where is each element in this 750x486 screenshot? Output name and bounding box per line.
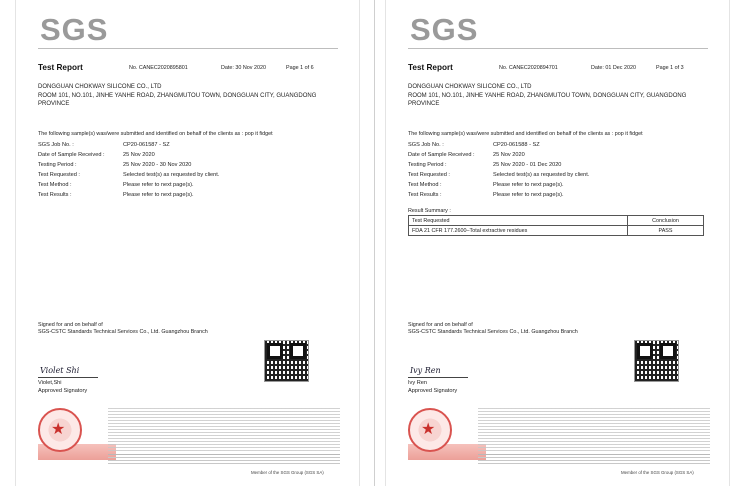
info-label: Test Requested : [38, 172, 80, 178]
report-number: No. CANEC2020894701 [499, 65, 558, 71]
page-divider [374, 0, 375, 486]
handwritten-signature: Violet Shi [40, 366, 80, 375]
seal-icon [38, 408, 82, 452]
signature-rule [408, 377, 468, 378]
footer-address [478, 457, 710, 465]
info-value: 25 Nov 2020 [493, 152, 525, 158]
logo-rule [38, 48, 338, 49]
result-summary-title: Result Summary : [408, 208, 451, 214]
info-label: SGS Job No. : [408, 142, 444, 148]
info-value: Please refer to next page(s). [123, 182, 194, 188]
report-date: Date: 30 Nov 2020 [221, 65, 266, 71]
client-name: DONGGUAN CHOKWAY SILICONE CO., LTD [38, 84, 162, 90]
page-number: Page 1 of 3 [656, 65, 684, 71]
client-address: ROOM 101, NO.101, JINHE YANHE ROAD, ZHANGMUTOU TOWN, DONGGUAN CITY, GUANGDONG PROVINCE [408, 92, 687, 107]
client-block [408, 83, 708, 109]
footer-member: Member of the SGS Group (SGS SA) [621, 470, 694, 475]
signer-name: Violet,Shi [38, 380, 62, 386]
footer-address [108, 457, 340, 465]
handwritten-signature: Ivy Ren [410, 366, 441, 375]
report-title: Test Report [38, 63, 83, 72]
footer-rule [108, 454, 340, 455]
table-header-row [409, 216, 704, 226]
info-label: Testing Period : [38, 162, 77, 168]
table-row [409, 226, 704, 236]
info-value: Please refer to next page(s). [493, 182, 564, 188]
info-label: Testing Period : [408, 162, 447, 168]
info-value: CP20-061587 - SZ [123, 142, 170, 148]
info-value: Please refer to next page(s). [123, 192, 194, 198]
table-header-test: Test Requested [409, 216, 628, 226]
info-label: Test Results : [38, 192, 72, 198]
info-label: Test Results : [408, 192, 442, 198]
info-label: Test Requested : [408, 172, 450, 178]
qr-code-icon [264, 340, 309, 382]
signed-line-1: Signed for and on behalf of [408, 322, 473, 328]
sample-submitted-text: The following sample(s) was/were submitted and identified on behalf of the clients as : pop it fidget [408, 131, 643, 137]
page-number: Page 1 of 6 [286, 65, 314, 71]
report-number: No. CANEC2020895801 [129, 65, 188, 71]
signature-rule [38, 377, 98, 378]
terms-fine-print [108, 408, 340, 453]
report-date: Date: 01 Dec 2020 [591, 65, 636, 71]
client-name: DONGGUAN CHOKWAY SILICONE CO., LTD [408, 84, 532, 90]
info-label: Date of Sample Received : [38, 152, 105, 158]
footer-rule [478, 454, 710, 455]
star-icon: ★ [421, 421, 436, 438]
signer-block [38, 380, 87, 395]
table-cell-test: FDA 21 CFR 177.2600–Total extractive residues [409, 226, 628, 236]
qr-code-icon [634, 340, 679, 382]
sgs-logo: SGS [40, 12, 109, 47]
info-label: Test Method : [408, 182, 442, 188]
info-value: Selected test(s) as requested by client. [493, 172, 590, 178]
info-value: 25 Nov 2020 [123, 152, 155, 158]
report-page-right [385, 0, 730, 486]
report-page-left [15, 0, 360, 486]
sgs-logo: SGS [410, 12, 479, 47]
signed-on-behalf [408, 322, 578, 336]
signer-title: Approved Signatory [408, 387, 458, 394]
signed-on-behalf [38, 322, 208, 336]
footer-member: Member of the SGS Group (SGS SA) [251, 470, 324, 475]
star-icon: ★ [51, 421, 66, 438]
report-title: Test Report [408, 63, 453, 72]
info-value: 25 Nov 2020 - 30 Nov 2020 [123, 162, 192, 168]
client-block [38, 83, 338, 109]
terms-fine-print [478, 408, 710, 453]
info-label: Test Method : [38, 182, 72, 188]
info-value: CP20-061588 - SZ [493, 142, 540, 148]
table-cell-conclusion: PASS [628, 226, 704, 236]
result-summary-table [408, 215, 704, 236]
info-value: Selected test(s) as requested by client. [123, 172, 220, 178]
signed-line-2: SGS-CSTC Standards Technical Services Co., Ltd. Guangzhou Branch [38, 329, 208, 335]
logo-rule [408, 48, 708, 49]
signer-block [408, 380, 457, 395]
signed-line-1: Signed for and on behalf of [38, 322, 103, 328]
sample-submitted-text: The following sample(s) was/were submitted and identified on behalf of the clients as : pop it fidget [38, 131, 273, 137]
info-value: Please refer to next page(s). [493, 192, 564, 198]
table-header-conclusion: Conclusion [628, 216, 704, 226]
info-label: SGS Job No. : [38, 142, 74, 148]
info-label: Date of Sample Received : [408, 152, 475, 158]
seal-icon [408, 408, 452, 452]
info-value: 25 Nov 2020 - 01 Dec 2020 [493, 162, 562, 168]
client-address: ROOM 101, NO.101, JINHE YANHE ROAD, ZHANGMUTOU TOWN, DONGGUAN CITY, GUANGDONG PROVINCE [38, 92, 317, 107]
signer-title: Approved Signatory [38, 387, 88, 394]
signed-line-2: SGS-CSTC Standards Technical Services Co., Ltd. Guangzhou Branch [408, 329, 578, 335]
signer-name: Ivy Ren [408, 380, 427, 386]
